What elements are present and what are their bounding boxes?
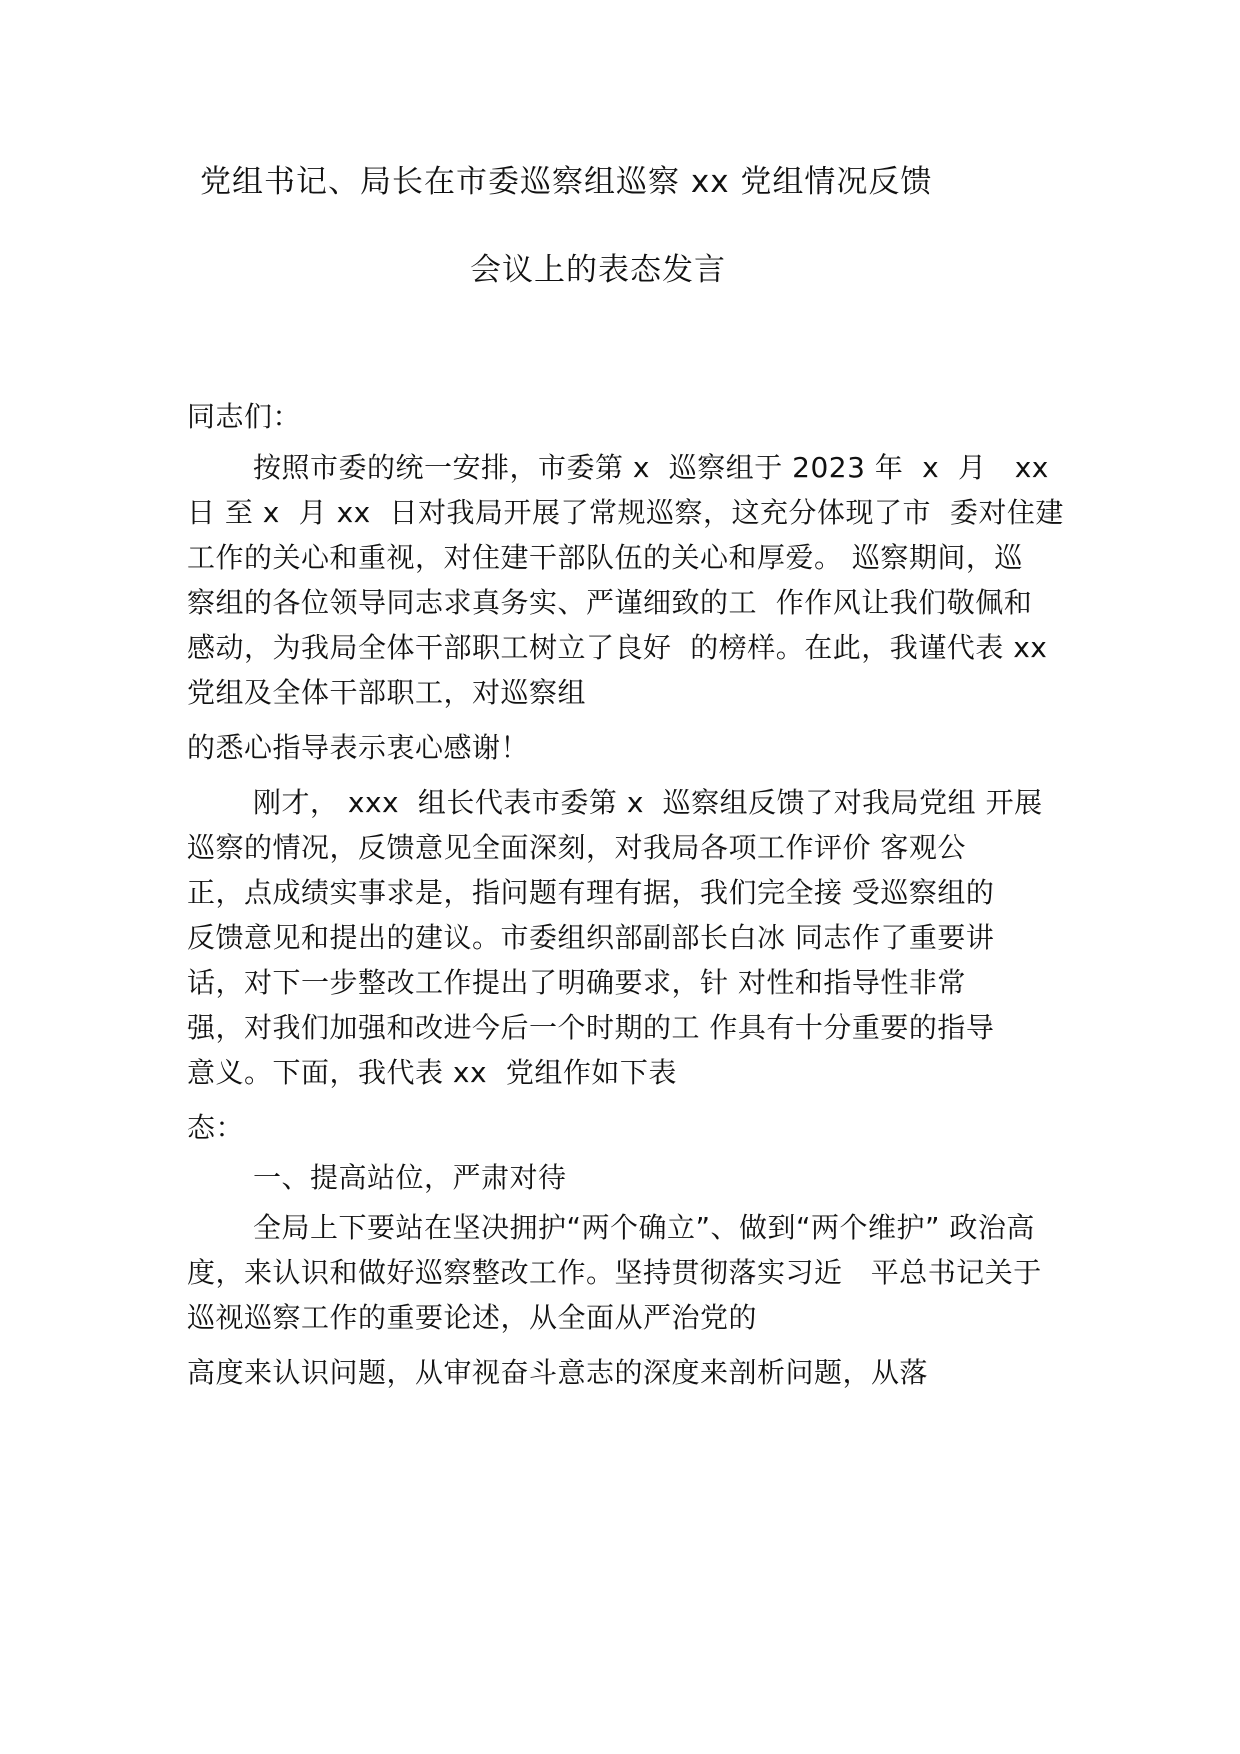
paragraph-1-line-5: 感动，为我局全体干部职工树立了良好 的榜样。在此，我谨代表 xx: [187, 631, 1048, 664]
paragraph-1-line-6: 党组及全体干部职工，对巡察组: [187, 676, 587, 709]
paragraph-2-line-7: 意义。下面，我代表 xx 党组作如下表: [187, 1056, 677, 1089]
section-heading-1: 一、提高站位，严肃对待: [253, 1161, 567, 1194]
paragraph-3-line-3: 巡视巡察工作的重要论述，从全面从严治党的: [187, 1301, 758, 1334]
paragraph-2-line-4: 反馈意见和提出的建议。市委组织部副部长白冰 同志作了重要讲: [187, 921, 995, 954]
paragraph-2-line-8: 态：: [187, 1111, 245, 1144]
paragraph-1-line-7: 的悉心指导表示衷心感谢！: [187, 731, 530, 764]
document-title-line-1: 党组书记、局长在市委巡察组巡察 xx 党组情况反馈: [200, 164, 933, 200]
paragraph-1-line-3: 工作的关心和重视，对住建干部队伍的关心和厚爱。 巡察期间，巡: [187, 541, 1023, 574]
paragraph-2-line-2: 巡察的情况，反馈意见全面深刻，对我局各项工作评价 客观公: [187, 831, 966, 864]
paragraph-2-line-6: 强，对我们加强和改进今后一个时期的工 作具有十分重要的指导: [187, 1011, 995, 1044]
paragraph-1-line-1: 按照市委的统一安排，市委第 x 巡察组于 2023 年 x 月 xx: [253, 451, 1049, 484]
salutation: 同志们：: [187, 400, 302, 433]
paragraph-2-line-5: 话，对下一步整改工作提出了明确要求，针 对性和指导性非常: [187, 966, 966, 999]
paragraph-3-line-2: 度，来认识和做好巡察整改工作。坚持贯彻落实习近 平总书记关于: [187, 1256, 1042, 1289]
document-title-line-2: 会议上的表态发言: [470, 252, 726, 288]
paragraph-3-line-4: 高度来认识问题，从审视奋斗意志的深度来剖析问题，从落: [187, 1356, 929, 1389]
paragraph-3-line-1: 全局上下要站在坚决拥护“两个确立”、做到“两个维护” 政治高: [253, 1211, 1035, 1244]
paragraph-1-line-4: 察组的各位领导同志求真务实、严谨细致的工 作作风让我们敬佩和: [187, 586, 1033, 619]
paragraph-2-line-3: 正，点成绩实事求是，指问题有理有据，我们完全接 受巡察组的: [187, 876, 995, 909]
paragraph-2-line-1: 刚才， xxx 组长代表市委第 x 巡察组反馈了对我局党组 开展: [253, 786, 1043, 819]
paragraph-1-line-2: 日 至 x 月 xx 日对我局开展了常规巡察，这充分体现了市 委对住建: [187, 496, 1064, 529]
